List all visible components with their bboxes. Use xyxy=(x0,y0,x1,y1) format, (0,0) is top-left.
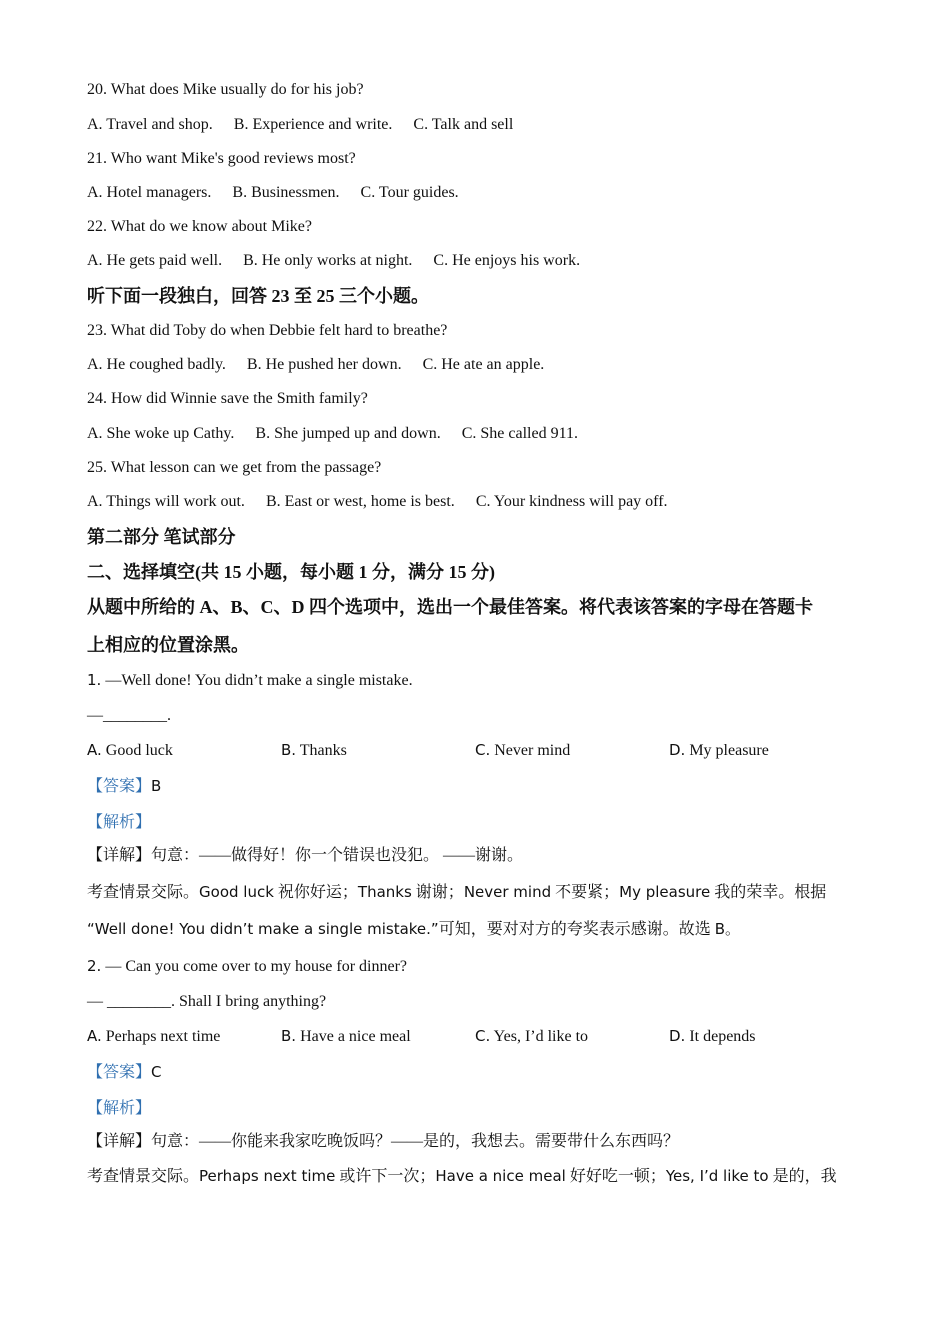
question-21-options xyxy=(87,183,459,203)
option-c: C. He ate an apple. xyxy=(422,356,545,373)
question-22-options xyxy=(87,251,580,271)
question-23: 23. What did Toby do when Debbie felt hard to breathe? xyxy=(87,322,448,339)
answer-label: 【答案】 xyxy=(87,1064,152,1081)
option-c: C. Tour guides. xyxy=(360,184,459,201)
question-25: 25. What lesson can we get from the passage? xyxy=(87,459,382,476)
q2-analysis-label: 【解析】 xyxy=(87,1100,152,1117)
answer-value: B xyxy=(151,777,162,795)
q1-prompt: —Well done! You didn’t make a single mistake. xyxy=(105,672,413,689)
q2-option-b: B. Have a nice meal xyxy=(281,1027,411,1045)
part2-instruction-line1: 从题中所给的 A、B、C、D 四个选项中，选出一个最佳答案。将代表该答案的字母在答题卡 xyxy=(87,597,813,617)
q2-number: 2. xyxy=(87,957,102,975)
part2-section-heading: 二、选择填空(共 15 小题，每小题 1 分，满分 15 分) xyxy=(87,562,495,582)
question-24-options xyxy=(87,424,578,444)
option-c: C. He enjoys his work. xyxy=(433,252,581,269)
option-a: A. He coughed badly. xyxy=(87,356,226,373)
q1-stem-line1 xyxy=(87,670,413,690)
q2-detail: 【详解】句意：——你能来我家吃晚饭吗？——是的，我想去。需要带什么东西吗？ xyxy=(87,1133,680,1150)
option-a: A. Things will work out. xyxy=(87,493,245,510)
section-heading-monologue: 听下面一段独白，回答 23 至 25 三个小题。 xyxy=(87,286,429,306)
option-b: B. He only works at night. xyxy=(243,252,413,269)
q2-prompt: — Can you come over to my house for dinner? xyxy=(105,958,408,975)
q1-explanation-line2: “Well done! You didn’t make a single mistake.”可知，要对对方的夸奖表示感谢。故选 B。 xyxy=(87,920,741,938)
q1-options xyxy=(87,740,867,760)
option-b: B. He pushed her down. xyxy=(246,356,402,373)
q2-option-d: D. It depends xyxy=(669,1027,756,1045)
q1-option-d: D. My pleasure xyxy=(669,741,769,759)
question-22: 22. What do we know about Mike? xyxy=(87,218,312,235)
q1-option-c: C. Never mind xyxy=(475,741,571,759)
answer-label: 【答案】 xyxy=(87,778,152,795)
q1-answer xyxy=(87,776,161,796)
q1-explanation-line1: 考查情景交际。Good luck 祝你好运；Thanks 谢谢；Never mind 不要紧；My pleasure 我的荣幸。根据 xyxy=(87,883,827,901)
option-a: A. She woke up Cathy. xyxy=(87,425,235,442)
question-20-options xyxy=(87,115,513,135)
q2-stem-line2: — ________. Shall I bring anything? xyxy=(87,993,327,1010)
option-c: C. She called 911. xyxy=(461,425,578,442)
q2-option-a: A. Perhaps next time xyxy=(87,1027,221,1045)
q1-detail: 【详解】句意：——做得好！你一个错误也没犯。 ——谢谢。 xyxy=(87,847,524,864)
answer-value: C xyxy=(151,1063,162,1081)
q2-explanation-line1: 考查情景交际。Perhaps next time 或许下一次；Have a nice meal 好好吃一顿；Yes, I’d like to 是的，我 xyxy=(87,1167,837,1185)
q2-option-c: C. Yes, I’d like to xyxy=(475,1027,589,1045)
option-a: A. Hotel managers. xyxy=(87,184,212,201)
option-c: C. Talk and sell xyxy=(413,116,514,133)
option-b: B. East or west, home is best. xyxy=(265,493,455,510)
part2-title: 第二部分 笔试部分 xyxy=(87,527,236,547)
q1-analysis-label: 【解析】 xyxy=(87,814,152,831)
question-23-options xyxy=(87,355,544,375)
question-21: 21. Who want Mike's good reviews most? xyxy=(87,150,356,167)
q1-number: 1. xyxy=(87,671,102,689)
option-b: B. Businessmen. xyxy=(232,184,340,201)
option-b: B. Experience and write. xyxy=(233,116,393,133)
option-c: C. Your kindness will pay off. xyxy=(475,493,668,510)
option-a: A. Travel and shop. xyxy=(87,116,213,133)
q1-stem-line2: —________. xyxy=(87,707,171,724)
question-24: 24. How did Winnie save the Smith family? xyxy=(87,390,368,407)
q2-answer xyxy=(87,1062,162,1082)
q2-options xyxy=(87,1026,867,1046)
option-b: B. She jumped up and down. xyxy=(255,425,441,442)
question-20: 20. What does Mike usually do for his job? xyxy=(87,81,364,98)
part2-instruction-line2: 上相应的位置涂黑。 xyxy=(87,635,249,655)
option-a: A. He gets paid well. xyxy=(87,252,223,269)
question-25-options xyxy=(87,492,668,512)
q1-option-b: B. Thanks xyxy=(281,741,347,759)
q2-stem-line1 xyxy=(87,956,407,976)
q1-option-a: A. Good luck xyxy=(87,741,173,759)
